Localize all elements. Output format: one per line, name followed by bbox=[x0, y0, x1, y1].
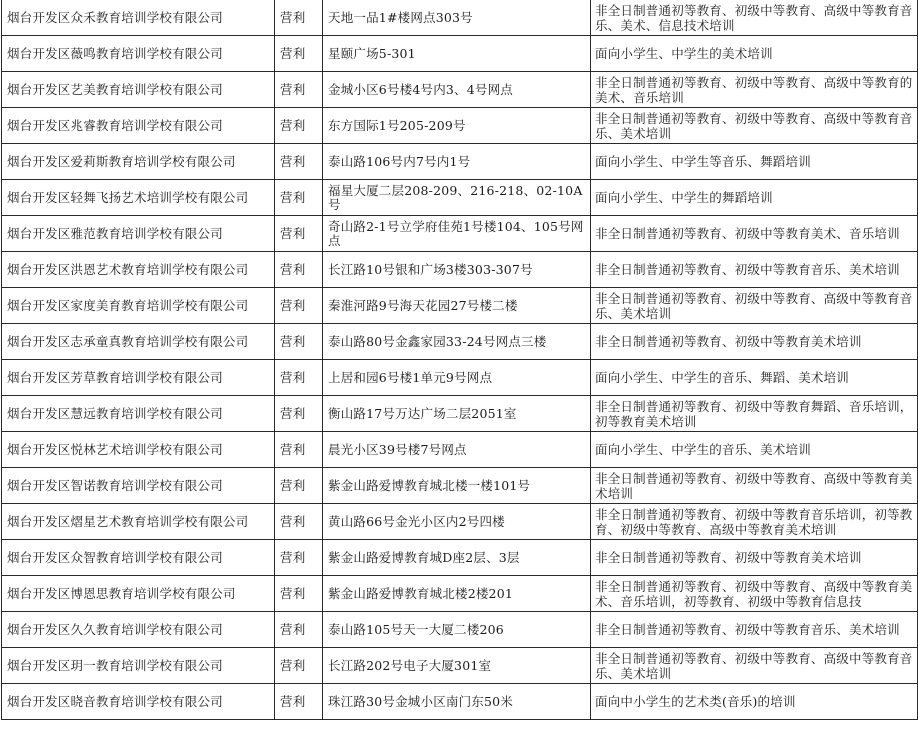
ownership-type-cell: 营利 bbox=[275, 576, 323, 612]
ownership-type-cell: 营利 bbox=[275, 324, 323, 360]
ownership-type-cell: 营利 bbox=[275, 0, 323, 36]
training-scope-cell: 面向小学生、中学生的音乐、舞蹈、美术培训 bbox=[591, 360, 918, 396]
address-cell: 衡山路17号万达广场二层2051室 bbox=[323, 396, 591, 432]
address-cell: 泰山路80号金鑫家园33-24号网点三楼 bbox=[323, 324, 591, 360]
table-row bbox=[2, 288, 918, 324]
training-scope-cell: 非全日制普通初等教育、初级中等教育、高级中等教育美术培训 bbox=[591, 468, 918, 504]
address-cell: 黄山路66号金光小区内2号四楼 bbox=[323, 504, 591, 540]
address-cell: 秦淮河路9号海天花园27号楼二楼 bbox=[323, 288, 591, 324]
address-cell: 长江路202号电子大厦301室 bbox=[323, 648, 591, 684]
training-scope-cell: 非全日制普通初等教育、初级中等教育舞蹈、音乐培训，初等教育美术培训 bbox=[591, 396, 918, 432]
training-scope-cell: 非全日制普通初等教育、初级中等教育、高级中等教育的美术、音乐培训 bbox=[591, 72, 918, 108]
table-row bbox=[2, 432, 918, 468]
ownership-type-cell: 营利 bbox=[275, 144, 323, 180]
address-cell: 紫金山路爱博教育城北楼一楼101号 bbox=[323, 468, 591, 504]
address-cell: 东方国际1号205-209号 bbox=[323, 108, 591, 144]
table-row bbox=[2, 648, 918, 684]
ownership-type-cell: 营利 bbox=[275, 540, 323, 576]
table-row bbox=[2, 576, 918, 612]
school-name-cell: 烟台开发区薇鸣教育培训学校有限公司 bbox=[2, 36, 275, 72]
address-cell: 紫金山路爱博教育城北楼2楼201 bbox=[323, 576, 591, 612]
address-cell: 上居和园6号楼1单元9号网点 bbox=[323, 360, 591, 396]
training-scope-cell: 非全日制普通初等教育、初级中等教育、高级中等教育音乐、美术、信息技术培训 bbox=[591, 0, 918, 36]
school-name-cell: 烟台开发区艺美教育培训学校有限公司 bbox=[2, 72, 275, 108]
ownership-type-cell: 营利 bbox=[275, 72, 323, 108]
training-scope-cell: 面向小学生、中学生的音乐、美术培训 bbox=[591, 432, 918, 468]
address-cell: 金城小区6号楼4号内3、4号网点 bbox=[323, 72, 591, 108]
ownership-type-cell: 营利 bbox=[275, 648, 323, 684]
table-row bbox=[2, 396, 918, 432]
ownership-type-cell: 营利 bbox=[275, 468, 323, 504]
table-row bbox=[2, 72, 918, 108]
table-row bbox=[2, 468, 918, 504]
ownership-type-cell: 营利 bbox=[275, 180, 323, 216]
school-name-cell: 烟台开发区熠星艺术教育培训学校有限公司 bbox=[2, 504, 275, 540]
address-cell: 泰山路106号内7号内1号 bbox=[323, 144, 591, 180]
table-row bbox=[2, 180, 918, 216]
ownership-type-cell: 营利 bbox=[275, 360, 323, 396]
training-scope-cell: 面向小学生、中学生的舞蹈培训 bbox=[591, 180, 918, 216]
school-name-cell: 烟台开发区洪恩艺术教育培训学校有限公司 bbox=[2, 252, 275, 288]
address-cell: 天地一品1#楼网点303号 bbox=[323, 0, 591, 36]
ownership-type-cell: 营利 bbox=[275, 36, 323, 72]
training-scope-cell: 非全日制普通初等教育、初级中等教育美术培训 bbox=[591, 324, 918, 360]
table-row bbox=[2, 216, 918, 252]
school-name-cell: 烟台开发区众禾教育培训学校有限公司 bbox=[2, 0, 275, 36]
ownership-type-cell: 营利 bbox=[275, 108, 323, 144]
training-scope-cell: 面向中小学生的艺术类(音乐)的培训 bbox=[591, 684, 918, 720]
school-name-cell: 烟台开发区晓音教育培训学校有限公司 bbox=[2, 684, 275, 720]
school-name-cell: 烟台开发区爱莉斯教育培训学校有限公司 bbox=[2, 144, 275, 180]
school-name-cell: 烟台开发区慧远教育培训学校有限公司 bbox=[2, 396, 275, 432]
address-cell: 紫金山路爱博教育城D座2层、3层 bbox=[323, 540, 591, 576]
school-name-cell: 烟台开发区兆睿教育培训学校有限公司 bbox=[2, 108, 275, 144]
training-scope-cell: 面向小学生、中学生等音乐、舞蹈培训 bbox=[591, 144, 918, 180]
school-name-cell: 烟台开发区久久教育培训学校有限公司 bbox=[2, 612, 275, 648]
table-body bbox=[2, 0, 918, 720]
table-row bbox=[2, 108, 918, 144]
table-row bbox=[2, 504, 918, 540]
address-cell: 珠江路30号金城小区南门东50米 bbox=[323, 684, 591, 720]
table-row bbox=[2, 144, 918, 180]
address-cell: 晨光小区39号楼7号网点 bbox=[323, 432, 591, 468]
table-row bbox=[2, 36, 918, 72]
school-name-cell: 烟台开发区博恩思教育培训学校有限公司 bbox=[2, 576, 275, 612]
table-row bbox=[2, 612, 918, 648]
training-scope-cell: 非全日制普通初等教育、初级中等教育音乐、美术培训 bbox=[591, 612, 918, 648]
ownership-type-cell: 营利 bbox=[275, 252, 323, 288]
address-cell: 泰山路105号天一大厦二楼206 bbox=[323, 612, 591, 648]
ownership-type-cell: 营利 bbox=[275, 432, 323, 468]
ownership-type-cell: 营利 bbox=[275, 216, 323, 252]
address-cell: 长江路10号银和广场3楼303-307号 bbox=[323, 252, 591, 288]
ownership-type-cell: 营利 bbox=[275, 396, 323, 432]
training-scope-cell: 非全日制普通初等教育、初级中等教育、高级中等教育美术、音乐培训，初等教育、初级中等教育信息技 bbox=[591, 576, 918, 612]
address-cell: 星颐广场5-301 bbox=[323, 36, 591, 72]
school-name-cell: 烟台开发区玥一教育培训学校有限公司 bbox=[2, 648, 275, 684]
training-scope-cell: 非全日制普通初等教育、初级中等教育音乐培训，初等教育、初级中等教育、高级中等教育美术培训 bbox=[591, 504, 918, 540]
training-scope-cell: 非全日制普通初等教育、初级中等教育音乐、美术培训 bbox=[591, 252, 918, 288]
table-row bbox=[2, 540, 918, 576]
ownership-type-cell: 营利 bbox=[275, 684, 323, 720]
ownership-type-cell: 营利 bbox=[275, 612, 323, 648]
address-cell: 福星大厦二层208-209、216-218、02-10A号 bbox=[323, 180, 591, 216]
training-scope-cell: 非全日制普通初等教育、初级中等教育、高级中等教育音乐、美术培训 bbox=[591, 648, 918, 684]
table-row bbox=[2, 360, 918, 396]
table-row bbox=[2, 684, 918, 720]
table-row bbox=[2, 0, 918, 36]
school-name-cell: 烟台开发区芳草教育培训学校有限公司 bbox=[2, 360, 275, 396]
school-name-cell: 烟台开发区雅范教育培训学校有限公司 bbox=[2, 216, 275, 252]
training-scope-cell: 非全日制普通初等教育、初级中等教育美术、音乐培训 bbox=[591, 216, 918, 252]
training-scope-cell: 面向小学生、中学生的美术培训 bbox=[591, 36, 918, 72]
school-name-cell: 烟台开发区志承童真教育培训学校有限公司 bbox=[2, 324, 275, 360]
school-name-cell: 烟台开发区家度美育教育培训学校有限公司 bbox=[2, 288, 275, 324]
training-scope-cell: 非全日制普通初等教育、初级中等教育、高级中等教育音乐、美术培训 bbox=[591, 108, 918, 144]
school-name-cell: 烟台开发区智诺教育培训学校有限公司 bbox=[2, 468, 275, 504]
table-row bbox=[2, 252, 918, 288]
table-row bbox=[2, 324, 918, 360]
school-name-cell: 烟台开发区悦林艺术培训学校有限公司 bbox=[2, 432, 275, 468]
training-scope-cell: 非全日制普通初等教育、初级中等教育、高级中等教育音乐、美术培训 bbox=[591, 288, 918, 324]
school-registry-table bbox=[1, 0, 918, 720]
address-cell: 奇山路2-1号立学府佳苑1号楼104、105号网点 bbox=[323, 216, 591, 252]
ownership-type-cell: 营利 bbox=[275, 288, 323, 324]
ownership-type-cell: 营利 bbox=[275, 504, 323, 540]
training-scope-cell: 非全日制普通初等教育、初级中等教育美术培训 bbox=[591, 540, 918, 576]
school-name-cell: 烟台开发区轻舞飞扬艺术培训学校有限公司 bbox=[2, 180, 275, 216]
school-name-cell: 烟台开发区众智教育培训学校有限公司 bbox=[2, 540, 275, 576]
